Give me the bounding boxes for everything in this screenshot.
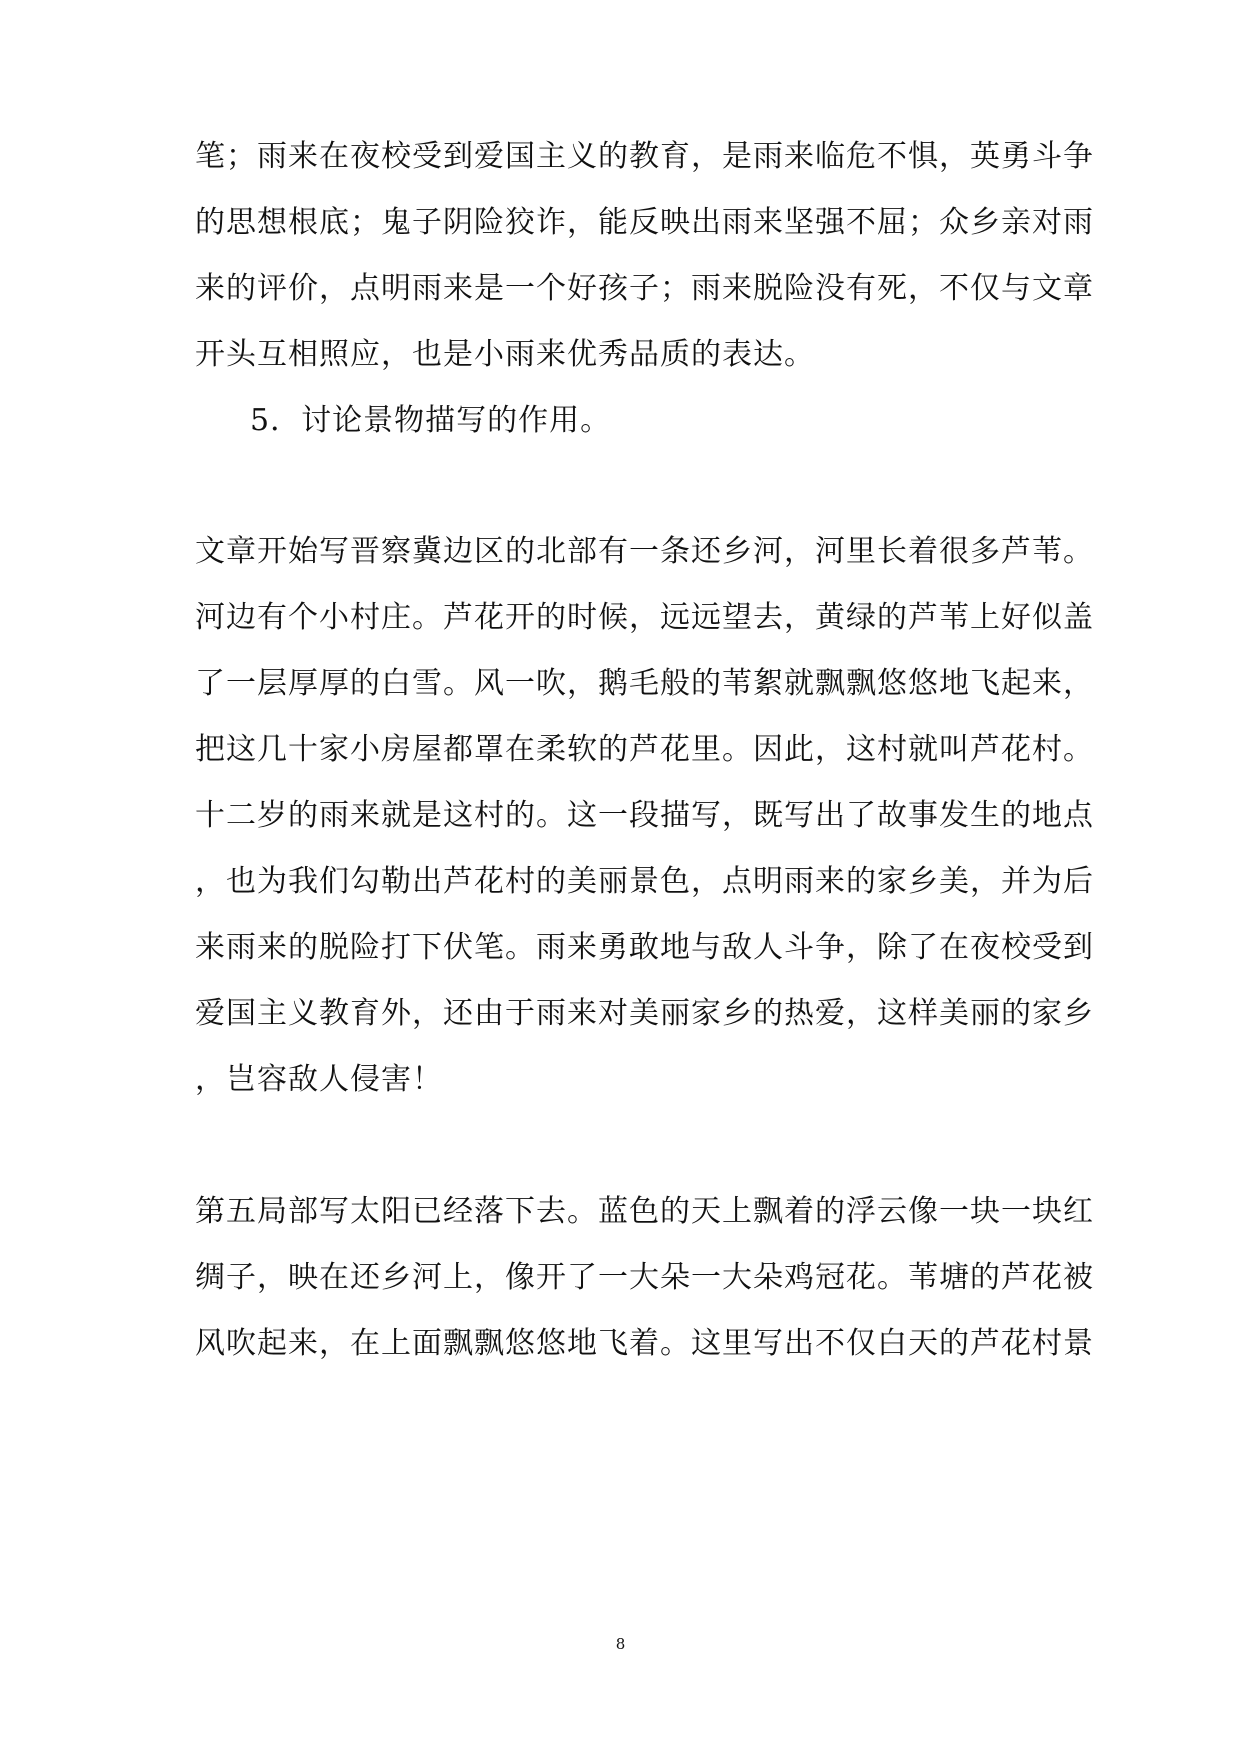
section-heading-5: 5．讨论景物描写的作用。 xyxy=(250,403,612,438)
paragraph-3-line-3: 风吹起来，在上面飘飘悠悠地飞着。这里写出不仅白天的芦花村景 xyxy=(195,1326,1094,1361)
paragraph-2-line-6: ，也为我们勾勒出芦花村的美丽景色，点明雨来的家乡美，并为后 xyxy=(195,864,1094,899)
paragraph-2-line-5: 十二岁的雨来就是这村的。这一段描写，既写出了故事发生的地点 xyxy=(195,798,1094,833)
paragraph-2-line-9: ，岂容敌人侵害！ xyxy=(195,1062,443,1097)
paragraph-2-line-8: 爱国主义教育外，还由于雨来对美丽家乡的热爱，这样美丽的家乡 xyxy=(195,996,1094,1031)
paragraph-2-line-3: 了一层厚厚的白雪。风一吹，鹅毛般的苇絮就飘飘悠悠地飞起来， xyxy=(195,666,1094,701)
page-number: 8 xyxy=(615,1635,626,1653)
paragraph-1-line-1: 笔；雨来在夜校受到爱国主义的教育，是雨来临危不惧，英勇斗争 xyxy=(195,139,1094,174)
paragraph-2-line-1: 文章开始写晋察冀边区的北部有一条还乡河，河里长着很多芦苇。 xyxy=(195,534,1094,569)
paragraph-1-line-3: 来的评价，点明雨来是一个好孩子；雨来脱险没有死，不仅与文章 xyxy=(195,271,1094,306)
paragraph-2-line-4: 把这几十家小房屋都罩在柔软的芦花里。因此，这村就叫芦花村。 xyxy=(195,732,1094,767)
paragraph-1-line-2: 的思想根底；鬼子阴险狡诈，能反映出雨来坚强不屈；众乡亲对雨 xyxy=(195,205,1094,240)
paragraph-3-line-2: 绸子，映在还乡河上，像开了一大朵一大朵鸡冠花。苇塘的芦花被 xyxy=(195,1260,1094,1295)
paragraph-3-line-1: 第五局部写太阳已经落下去。蓝色的天上飘着的浮云像一块一块红 xyxy=(195,1194,1094,1229)
paragraph-2-line-2: 河边有个小村庄。芦花开的时候，远远望去，黄绿的芦苇上好似盖 xyxy=(195,600,1094,635)
paragraph-1-line-4: 开头互相照应，也是小雨来优秀品质的表达。 xyxy=(195,337,815,372)
paragraph-2-line-7: 来雨来的脱险打下伏笔。雨来勇敢地与敌人斗争，除了在夜校受到 xyxy=(195,930,1094,965)
